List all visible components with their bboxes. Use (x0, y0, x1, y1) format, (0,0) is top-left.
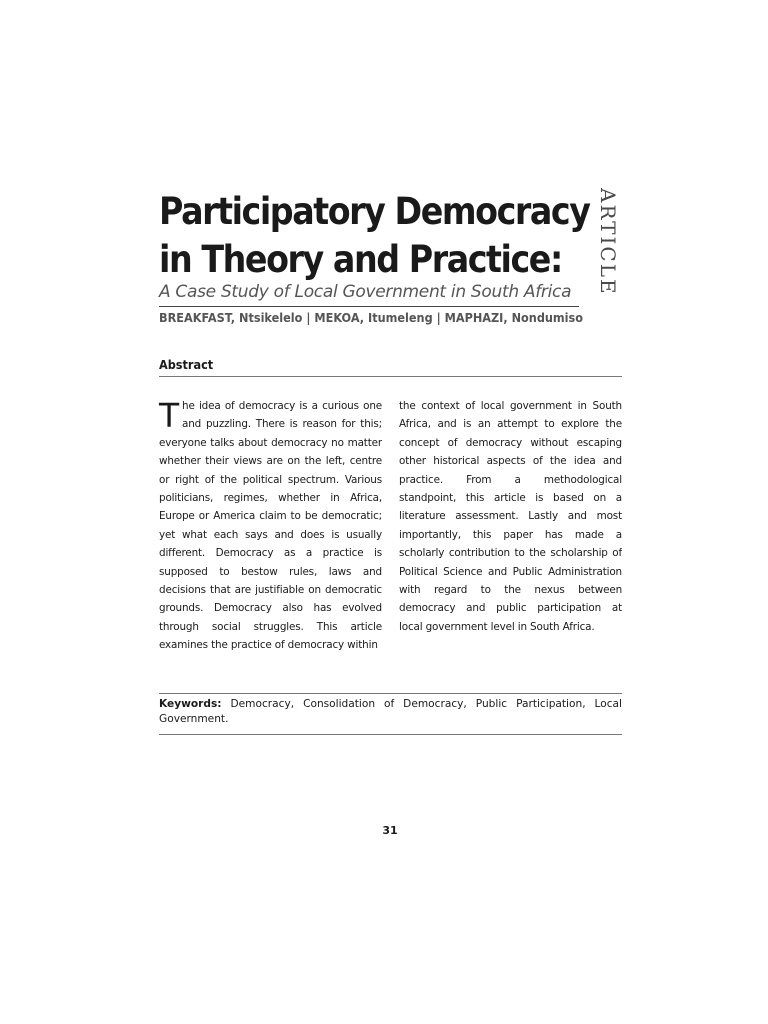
page-title (159, 188, 590, 284)
abstract-line: other historical aspects of the idea and (399, 455, 622, 468)
abstract-line: whether their views are on the left, centre (159, 455, 382, 468)
abstract-line: the context of local government in South (399, 400, 622, 412)
abstract-line: decisions that are justifiable on democratic (159, 584, 382, 597)
abstract-line: importantly, this paper has made a (399, 528, 622, 541)
keywords-divider-top (159, 693, 622, 694)
abstract-column-right (399, 397, 622, 636)
keywords-divider-bottom (159, 734, 622, 735)
abstract-line: supposed to bestow rules, laws and (159, 565, 382, 578)
abstract-line: yet what each says and does is usually (159, 528, 382, 541)
abstract-line: Political Science and Public Administration (399, 565, 622, 578)
title-line-2: in Theory and Practice: (159, 238, 562, 281)
abstract-line: democracy and public participation at (399, 602, 622, 615)
drop-cap: T (159, 396, 180, 435)
abstract-line: everyone talks about democracy no matter (159, 436, 382, 449)
abstract-divider (159, 376, 622, 377)
title-divider (159, 306, 579, 307)
abstract-line: literature assessment. Lastly and most (399, 510, 622, 523)
abstract-line: with regard to the nexus between (399, 584, 622, 597)
abstract-heading: Abstract (159, 358, 214, 372)
abstract-line: politicians, regimes, whether in Africa, (159, 492, 382, 505)
abstract-line: scholarly contribution to the scholarship of (399, 547, 622, 560)
abstract-line: examines the practice of democracy within (159, 639, 378, 652)
title-line-1: Participatory Democracy (159, 190, 590, 233)
abstract-line: Africa, and is an attempt to explore the (399, 418, 622, 431)
abstract-line: or right of the political spectrum. Various (159, 473, 382, 486)
abstract-line: Europe or America claim to be democratic; (159, 510, 382, 523)
abstract-line: concept of democracy without escaping (399, 436, 622, 449)
page-number: 31 (382, 824, 398, 837)
abstract-line: through social struggles. This article (159, 620, 382, 633)
abstract-column-left (159, 397, 382, 655)
keywords-text: Democracy, Consolidation of Democracy, Public Participation, Local Government. (159, 698, 622, 725)
abstract-line: grounds. Democracy also has evolved (159, 602, 382, 615)
keywords-label: Keywords: (159, 698, 222, 710)
abstract-line: and puzzling. There is reason for this; (182, 418, 382, 431)
abstract-line: local government level in South Africa. (399, 620, 595, 633)
abstract-line: he idea of democracy is a curious one (182, 400, 382, 412)
keywords-block (159, 697, 622, 727)
abstract-line: standpoint, this article is based on a (399, 492, 622, 505)
author-list: BREAKFAST, Ntsikelelo | MEKOA, Itumeleng | MAPHAZI, Nondumiso (159, 311, 584, 325)
abstract-line: practice. From a methodological (399, 473, 622, 486)
section-label: ARTICLE (596, 188, 620, 296)
abstract-line: different. Democracy as a practice is (159, 547, 382, 560)
subtitle: A Case Study of Local Government in South Africa (159, 282, 572, 302)
